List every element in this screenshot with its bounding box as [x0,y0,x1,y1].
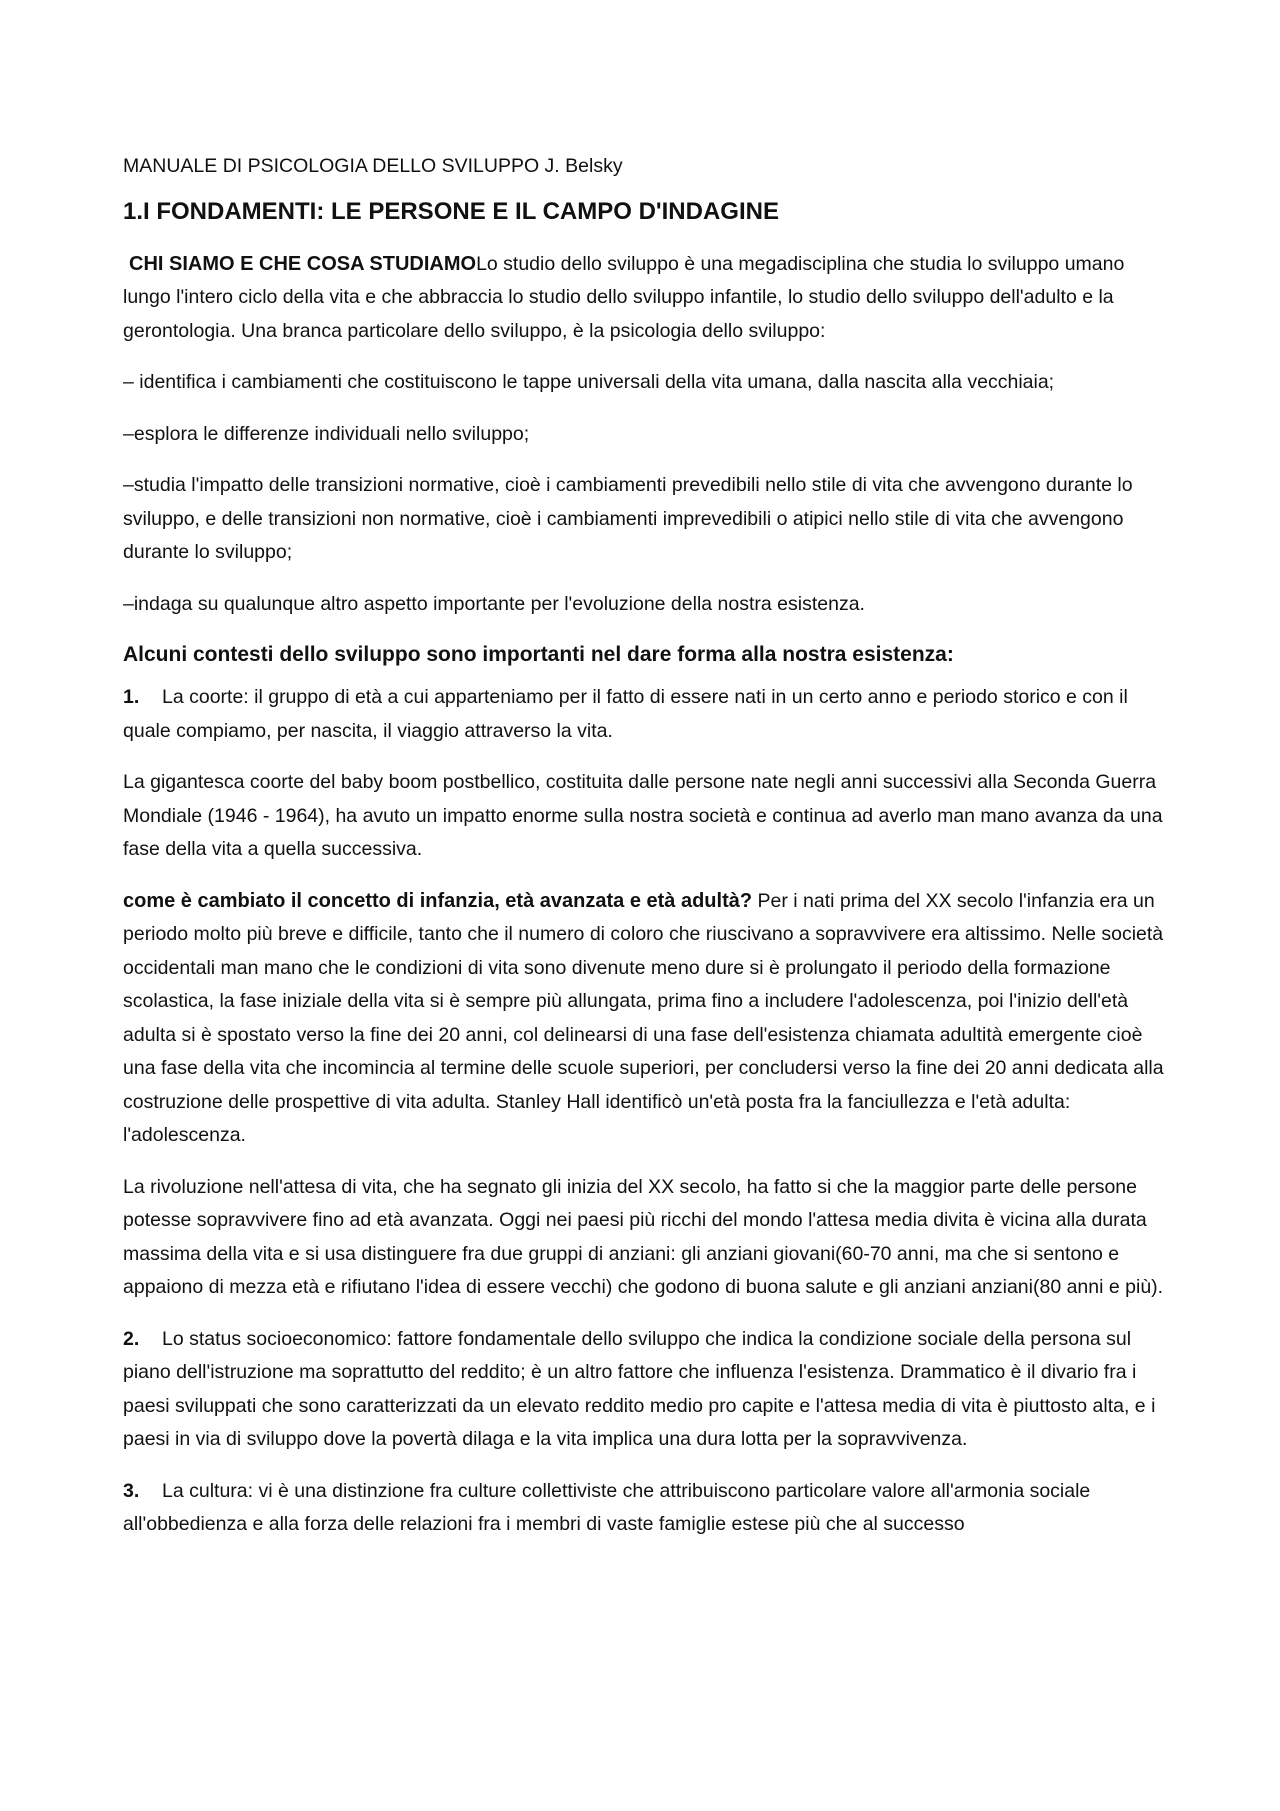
intro-text: Lo studio dello sviluppo è una megadisciplina che studia lo sviluppo umano lungo l'intero ciclo della vita e che abbraccia lo studio dello sviluppo infantile, lo studio dello sviluppo dell'adulto e la gerontologia. Una branca particolare dello sviluppo, è la psicologia dello sviluppo: [123,252,1125,342]
chapter-heading: 1.I FONDAMENTI: LE PERSONE E IL CAMPO D'INDAGINE [123,197,779,225]
document-title: MANUALE DI PSICOLOGIA DELLO SVILUPPO J. Belsky [123,155,623,177]
item-text: Lo status socioeconomico: fattore fondamentale dello sviluppo che indica la condizione sociale della persona sul piano dell'istruzione ma soprattutto del reddito; è un altro fattore che influenza l'esistenza. Drammatico è il divario fra i paesi sviluppati che sono caratterizzati da un elevato reddito medio pro capite e l'attesa media di vita è piuttosto alta, e i paesi in via di sviluppo dove la povertà dilaga e la vita implica una dura lotta per la sopravvivenza. [123,1327,1156,1450]
item-number: 3. [123,1479,140,1502]
numbered-item-3 [123,1475,1168,1542]
concept-paragraph [123,885,1168,1153]
numbered-item-2 [123,1323,1168,1457]
revolution-paragraph: La rivoluzione nell'attesa di vita, che ha segnato gli inizia del XX secolo, ha fatto si che la maggior parte delle persone potesse sopravvivere fino ad età avanzata. Oggi nei paesi più ricchi del mondo l'attesa media divita è vicina alla durata massima della vita e si usa distinguere fra due gruppi di anziani: gli anziani giovani(60-70 anni, ma che si sentono e appaiono di mezza età e rifiutano l'idea di essere vecchi) che godono di buona salute e gli anziani anziani(80 anni e più). [123,1175,1164,1298]
section-heading: Alcuni contesti dello sviluppo sono importanti nel dare forma alla nostra esistenza: [123,643,954,666]
numbered-item-1 [123,681,1168,748]
bullet-item-4: –indaga su qualunque altro aspetto importante per l'evoluzione della nostra esistenza. [123,592,865,615]
bullet-item-3: –studia l'impatto delle transizioni normative, cioè i cambiamenti prevedibili nello stile di vita che avvengono durante lo sviluppo, e delle transizioni non normative, cioè i cambiamenti imprevedibili o atipici nello stile di vita che avvengono durante lo sviluppo; [123,474,1133,563]
intro-paragraph [123,248,1168,349]
intro-lead: CHI SIAMO E CHE COSA STUDIAMO [129,252,477,275]
item-text: La coorte: il gruppo di età a cui apparteniamo per il fatto di essere nati in un certo anno e periodo storico e con il quale compiamo, per nascita, il viaggio attraverso la vita. [123,686,1128,742]
item-number: 1. [123,686,140,708]
document-body [123,150,1168,1560]
item-number: 2. [123,1327,140,1350]
item-text: La cultura: vi è una distinzione fra culture collettiviste che attribuiscono particolare valore all'armonia sociale all'obbedienza e alla forza delle relazioni fra i membri di vaste famiglie estese più che al successo [123,1479,1091,1535]
concept-text: Per i nati prima del XX secolo l'infanzia era un periodo molto più breve e difficile, tanto che il numero di coloro che riuscivano a sopravvivere era altissimo. Nelle società occidentali man mano che le condizioni di vita sono divenute meno dure si è prolungato il periodo della formazione scolastica, la fase iniziale della vita si è sempre più allungata, prima fino a includere l'adolescenza, poi l'inizio dell'età adulta si è spostato verso la fine dei 20 anni, col delinearsi di una fase dell'esistenza chiamata adultità emergente cioè una fase della vita che incomincia al termine delle scuole superiori, per concludersi verso la fine dei 20 anni dedicata alla costruzione delle prospettive di vita adulta. Stanley Hall identificò un'età posta fra la fanciullezza e l'età adulta: l'adolescenza. [123,889,1164,1146]
baby-boom-paragraph: La gigantesca coorte del baby boom postbellico, costituita dalle persone nate negli anni successivi alla Seconda Guerra Mondiale (1946 - 1964), ha avuto un impatto enorme sulla nostra società e continua ad averlo man mano avanza da una fase della vita a quella successiva. [123,771,1163,860]
bullet-item-1: – identifica i cambiamenti che costituiscono le tappe universali della vita umana, dalla nascita alla vecchiaia; [123,371,1055,393]
concept-lead: come è cambiato il concetto di infanzia, età avanzata e età adultà? [123,889,753,912]
bullet-item-2: –esplora le differenze individuali nello sviluppo; [123,422,530,445]
